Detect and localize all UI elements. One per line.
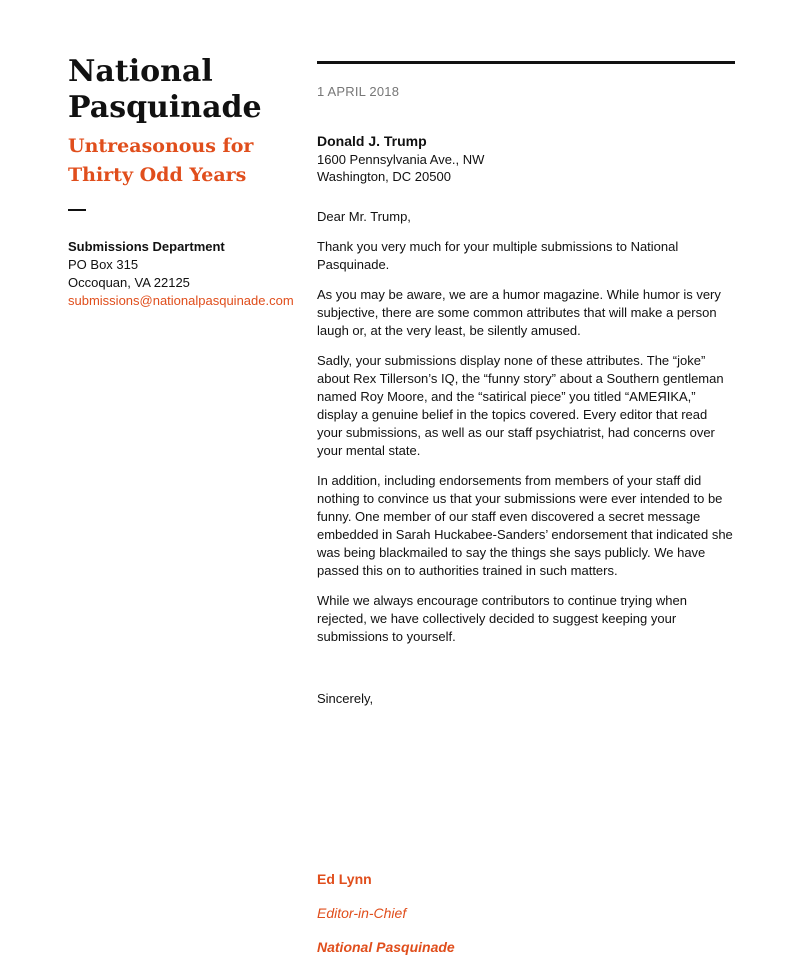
signature-block (317, 871, 455, 956)
closing: Sincerely, (317, 691, 374, 706)
recipient-name: Donald J. Trump (317, 133, 427, 149)
paragraph: As you may be aware, we are a humor magazine. While humor is very subjective, there are some common attributes that will make a person laugh or, at the very least, be silently amused. (317, 287, 721, 338)
sender-department: Submissions Department (68, 239, 225, 254)
letter-paragraphs (317, 238, 735, 646)
sender-city: Occoquan, VA 22125 (68, 275, 190, 290)
paragraph: Thank you very much for your multiple submissions to National Pasquinade. (317, 239, 679, 272)
salutation: Dear Mr. Trump, (317, 209, 411, 224)
signature-name: Ed Lynn (317, 871, 372, 887)
tagline (68, 132, 308, 190)
sender-po-box: PO Box 315 (68, 257, 139, 272)
paragraph: In addition, including endorsements from members of your staff did nothing to convince us that your submissions were ever intended to be funny. One member of our staff even discovered a secret message embedded in Sarah Huckabee-Sanders’ endorsement that indicated she was being blackmailed to say the things she says publicly. We have passed this on to authorities trained in such matters. (317, 473, 733, 578)
top-rule-divider (317, 61, 735, 64)
tagline-line-2: Thirty Odd Years (68, 164, 247, 186)
letter-body (317, 61, 735, 708)
letter-date: 1 APRIL 2018 (317, 84, 400, 99)
masthead (68, 54, 308, 126)
masthead-line-2: Pasquinade (68, 90, 262, 125)
letterhead-sidebar (68, 54, 308, 310)
sender-email-link[interactable]: submissions@nationalpasquinade.com (68, 293, 294, 308)
recipient-city: Washington, DC 20500 (317, 169, 451, 184)
sender-address (68, 238, 308, 310)
recipient-address (317, 132, 735, 185)
recipient-street: 1600 Pennsylvania Ave., NW (317, 152, 485, 167)
signature-title: Editor-in-Chief (317, 905, 407, 921)
paragraph: Sadly, your submissions display none of these attributes. The “joke” about Rex Tillerson’s IQ, the “funny story” about a Southern gentleman named Roy Moore, and the “satirical piece” you titled “AMEЯIKA,” display a genuine belief in the topics covered. Every editor that read your submissions, as well as our staff psychiatrist, had concerns over your mental state. (317, 353, 724, 458)
masthead-line-1: National (68, 54, 213, 89)
signature-organization: National Pasquinade (317, 939, 455, 955)
masthead-dash-divider (68, 209, 86, 211)
paragraph: While we always encourage contributors to continue trying when rejected, we have collectively decided to suggest keeping your submissions to yourself. (317, 593, 687, 644)
tagline-line-1: Untreasonous for (68, 135, 254, 157)
